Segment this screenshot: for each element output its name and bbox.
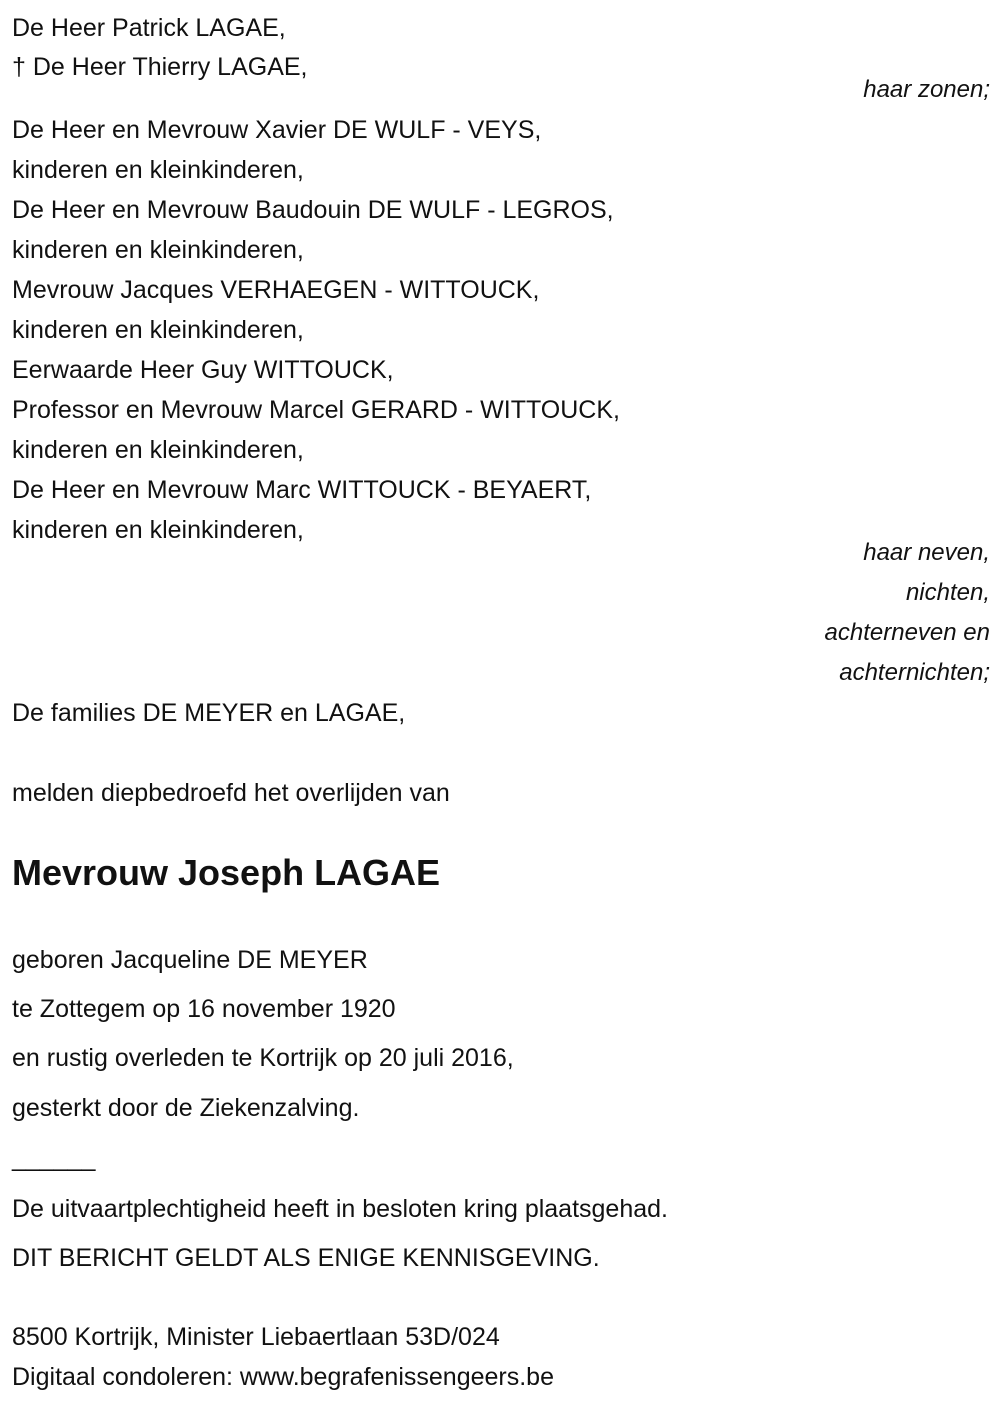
relative-line: kinderen en kleinkinderen, xyxy=(12,436,304,464)
condolence-line: Digitaal condoleren: www.begrafenissengeers.be xyxy=(12,1363,554,1391)
separator: ______ xyxy=(12,1144,96,1172)
detail-line: gesterkt door de Ziekenzalving. xyxy=(12,1094,360,1122)
son-name: De Heer Thierry LAGAE, xyxy=(32,53,308,81)
relative-line: De Heer en Mevrouw Baudouin DE WULF - LEGROS, xyxy=(12,196,614,224)
sons-label: haar zonen; xyxy=(863,76,990,103)
detail-line: geboren Jacqueline DE MEYER xyxy=(12,946,368,974)
dagger-icon: † xyxy=(12,53,26,81)
address-line: 8500 Kortrijk, Minister Liebaertlaan 53D/024 xyxy=(12,1323,500,1351)
detail-line: te Zottegem op 16 november 1920 xyxy=(12,995,396,1023)
relative-line: De Heer en Mevrouw Marc WITTOUCK - BEYAERT, xyxy=(12,476,592,504)
relative-line: kinderen en kleinkinderen, xyxy=(12,156,304,184)
son-line xyxy=(12,52,308,82)
son-line: De Heer Patrick LAGAE, xyxy=(12,14,286,42)
relative-line: Mevrouw Jacques VERHAEGEN - WITTOUCK, xyxy=(12,276,540,304)
relative-line: kinderen en kleinkinderen, xyxy=(12,516,304,544)
relative-line: Eerwaarde Heer Guy WITTOUCK, xyxy=(12,356,394,384)
relatives-label: nichten, xyxy=(905,579,990,606)
relatives-label: achternichten; xyxy=(839,659,990,686)
detail-line: en rustig overleden te Kortrijk op 20 juli 2016, xyxy=(12,1044,514,1072)
relative-line: kinderen en kleinkinderen, xyxy=(12,316,304,344)
deceased-name: Mevrouw Joseph LAGAE xyxy=(12,852,441,893)
announcement: melden diepbedroefd het overlijden van xyxy=(12,779,450,807)
relative-line: De Heer en Mevrouw Xavier DE WULF - VEYS, xyxy=(12,116,542,144)
relative-line: kinderen en kleinkinderen, xyxy=(12,236,304,264)
funeral-line: De uitvaartplechtigheid heeft in besloten kring plaatsgehad. xyxy=(12,1195,668,1223)
relatives-label: haar neven, xyxy=(863,539,990,566)
families-line: De families DE MEYER en LAGAE, xyxy=(12,699,406,727)
relative-line: Professor en Mevrouw Marcel GERARD - WITTOUCK, xyxy=(12,396,620,424)
relatives-label: achterneven en xyxy=(824,619,990,646)
notice-line: DIT BERICHT GELDT ALS ENIGE KENNISGEVING. xyxy=(12,1244,600,1272)
